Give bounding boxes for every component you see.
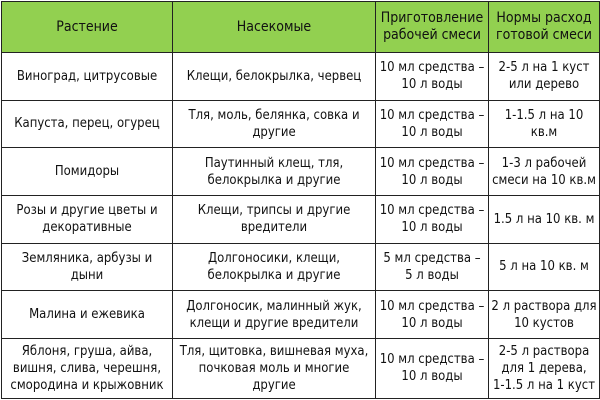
mix-cell: [376, 53, 489, 101]
cell-line: 10 л воды: [401, 77, 463, 93]
plant-cell: [2, 53, 173, 101]
cell-line: 5 мл средства –: [383, 250, 481, 266]
cell-line: Тля, моль, белянка, совка и: [188, 107, 360, 123]
cell-line: 1-1.5 л на 1 куст: [492, 377, 596, 393]
insects-cell: [173, 338, 376, 398]
insects-cell: [173, 100, 376, 148]
cell-line: Розы и другие цветы и: [16, 203, 158, 219]
cell-line: смородина и крыжовник: [10, 377, 164, 393]
mix-cell: [376, 100, 489, 148]
cell-line: 10 мл средства –: [379, 203, 485, 219]
table-row: [2, 338, 600, 398]
header-line: готовой смеси: [496, 27, 592, 43]
cell-line: 2 л раствора для: [491, 298, 597, 314]
mix-cell: [376, 243, 489, 291]
cell-line: другие: [252, 124, 296, 140]
plant-cell: [2, 338, 173, 398]
cell-line: 10 л воды: [401, 220, 463, 236]
cell-line: почковая моль и многие: [198, 360, 350, 376]
cell-line: или дерево: [508, 77, 580, 93]
cell-line: Виноград, цитрусовые: [16, 68, 158, 84]
cell-line: Помидоры: [54, 164, 120, 180]
header-line: Приготовление: [380, 10, 484, 26]
cell-line: кв.м: [530, 124, 558, 140]
header-line: Нормы расход: [496, 10, 592, 26]
cell-line: 10 мл средства –: [379, 107, 485, 123]
table-row: [2, 195, 600, 243]
cell-line: Долгоносики, клещи,: [207, 250, 341, 266]
cell-line: белокрылка и другие: [207, 172, 341, 188]
plant-cell: [2, 291, 173, 339]
norm-cell: [489, 148, 600, 196]
header-line: рабочей смеси: [383, 27, 481, 43]
cell-line: Клещи, трипсы и другие: [197, 203, 351, 219]
table-row: [2, 100, 600, 148]
mix-cell: [376, 338, 489, 398]
header-row: [2, 2, 600, 53]
mix-cell: [376, 148, 489, 196]
cell-line: 10 л воды: [401, 172, 463, 188]
norm-cell: [489, 195, 600, 243]
cell-line: 1-3 л рабочей: [501, 155, 587, 171]
table-row: [2, 243, 600, 291]
cell-line: Тля, щитовка, вишневая муха,: [179, 343, 369, 359]
cell-line: 10 л воды: [401, 369, 463, 385]
cell-line: 10 кустов: [514, 315, 574, 331]
plant-cell: [2, 100, 173, 148]
cell-line: Клещи, белокрылка, червец: [186, 68, 362, 84]
cell-line: 10 л воды: [401, 315, 463, 331]
cell-line: другие: [252, 377, 296, 393]
insects-cell: [173, 243, 376, 291]
insects-cell: [173, 53, 376, 101]
norm-cell: [489, 338, 600, 398]
insects-cell: [173, 148, 376, 196]
plant-cell: [2, 148, 173, 196]
treatment-table: [1, 1, 600, 399]
cell-line: 10 л воды: [401, 124, 463, 140]
cell-line: вишня, слива, черешня,: [12, 360, 162, 376]
norm-cell: [489, 53, 600, 101]
cell-line: клещи и другие вредители: [189, 315, 359, 331]
cell-line: Паутинный клещ, тля,: [204, 155, 344, 171]
cell-line: 10 мл средства –: [379, 155, 485, 171]
plant-cell: [2, 195, 173, 243]
table-row: [2, 291, 600, 339]
insects-cell: [173, 291, 376, 339]
plant-cell: [2, 243, 173, 291]
mix-cell: [376, 195, 489, 243]
cell-line: 10 мл средства –: [379, 60, 485, 76]
cell-line: 2-5 л на 1 куст: [498, 60, 590, 76]
header-insects: [173, 2, 376, 53]
norm-cell: [489, 243, 600, 291]
table-body: [2, 53, 600, 399]
cell-line: 5 л на 10 кв. м: [499, 259, 589, 275]
cell-line: для 1 дерева,: [501, 360, 587, 376]
cell-line: Капуста, перец, огурец: [14, 116, 160, 132]
mix-cell: [376, 291, 489, 339]
cell-line: белокрылка и другие: [207, 267, 341, 283]
cell-line: Яблоня, груша, айва,: [21, 343, 153, 359]
cell-line: декоративные: [42, 220, 132, 236]
insects-cell: [173, 195, 376, 243]
header-line: Растение: [56, 18, 118, 35]
header-norm: [489, 2, 600, 53]
header-mix: [376, 2, 489, 53]
table-row: [2, 53, 600, 101]
cell-line: 2-5 л раствора: [498, 343, 590, 359]
cell-line: Долгоносик, малинный жук,: [186, 298, 362, 314]
cell-line: 10 мл средства –: [379, 298, 485, 314]
table-row: [2, 148, 600, 196]
cell-line: Земляника, арбузы и: [21, 250, 153, 266]
cell-line: Малина и ежевика: [29, 307, 145, 323]
cell-line: смеси на 10 кв.м: [492, 172, 596, 188]
cell-line: вредители: [240, 220, 308, 236]
norm-cell: [489, 100, 600, 148]
header-plant: [2, 2, 173, 53]
cell-line: 10 мл средства –: [379, 352, 485, 368]
norm-cell: [489, 291, 600, 339]
header-line: Насекомые: [236, 18, 312, 35]
cell-line: дыни: [70, 267, 104, 283]
cell-line: 1.5 л на 10 кв. м: [493, 211, 595, 227]
cell-line: 1-1.5 л на 10: [504, 107, 584, 123]
cell-line: 5 л воды: [405, 267, 459, 283]
